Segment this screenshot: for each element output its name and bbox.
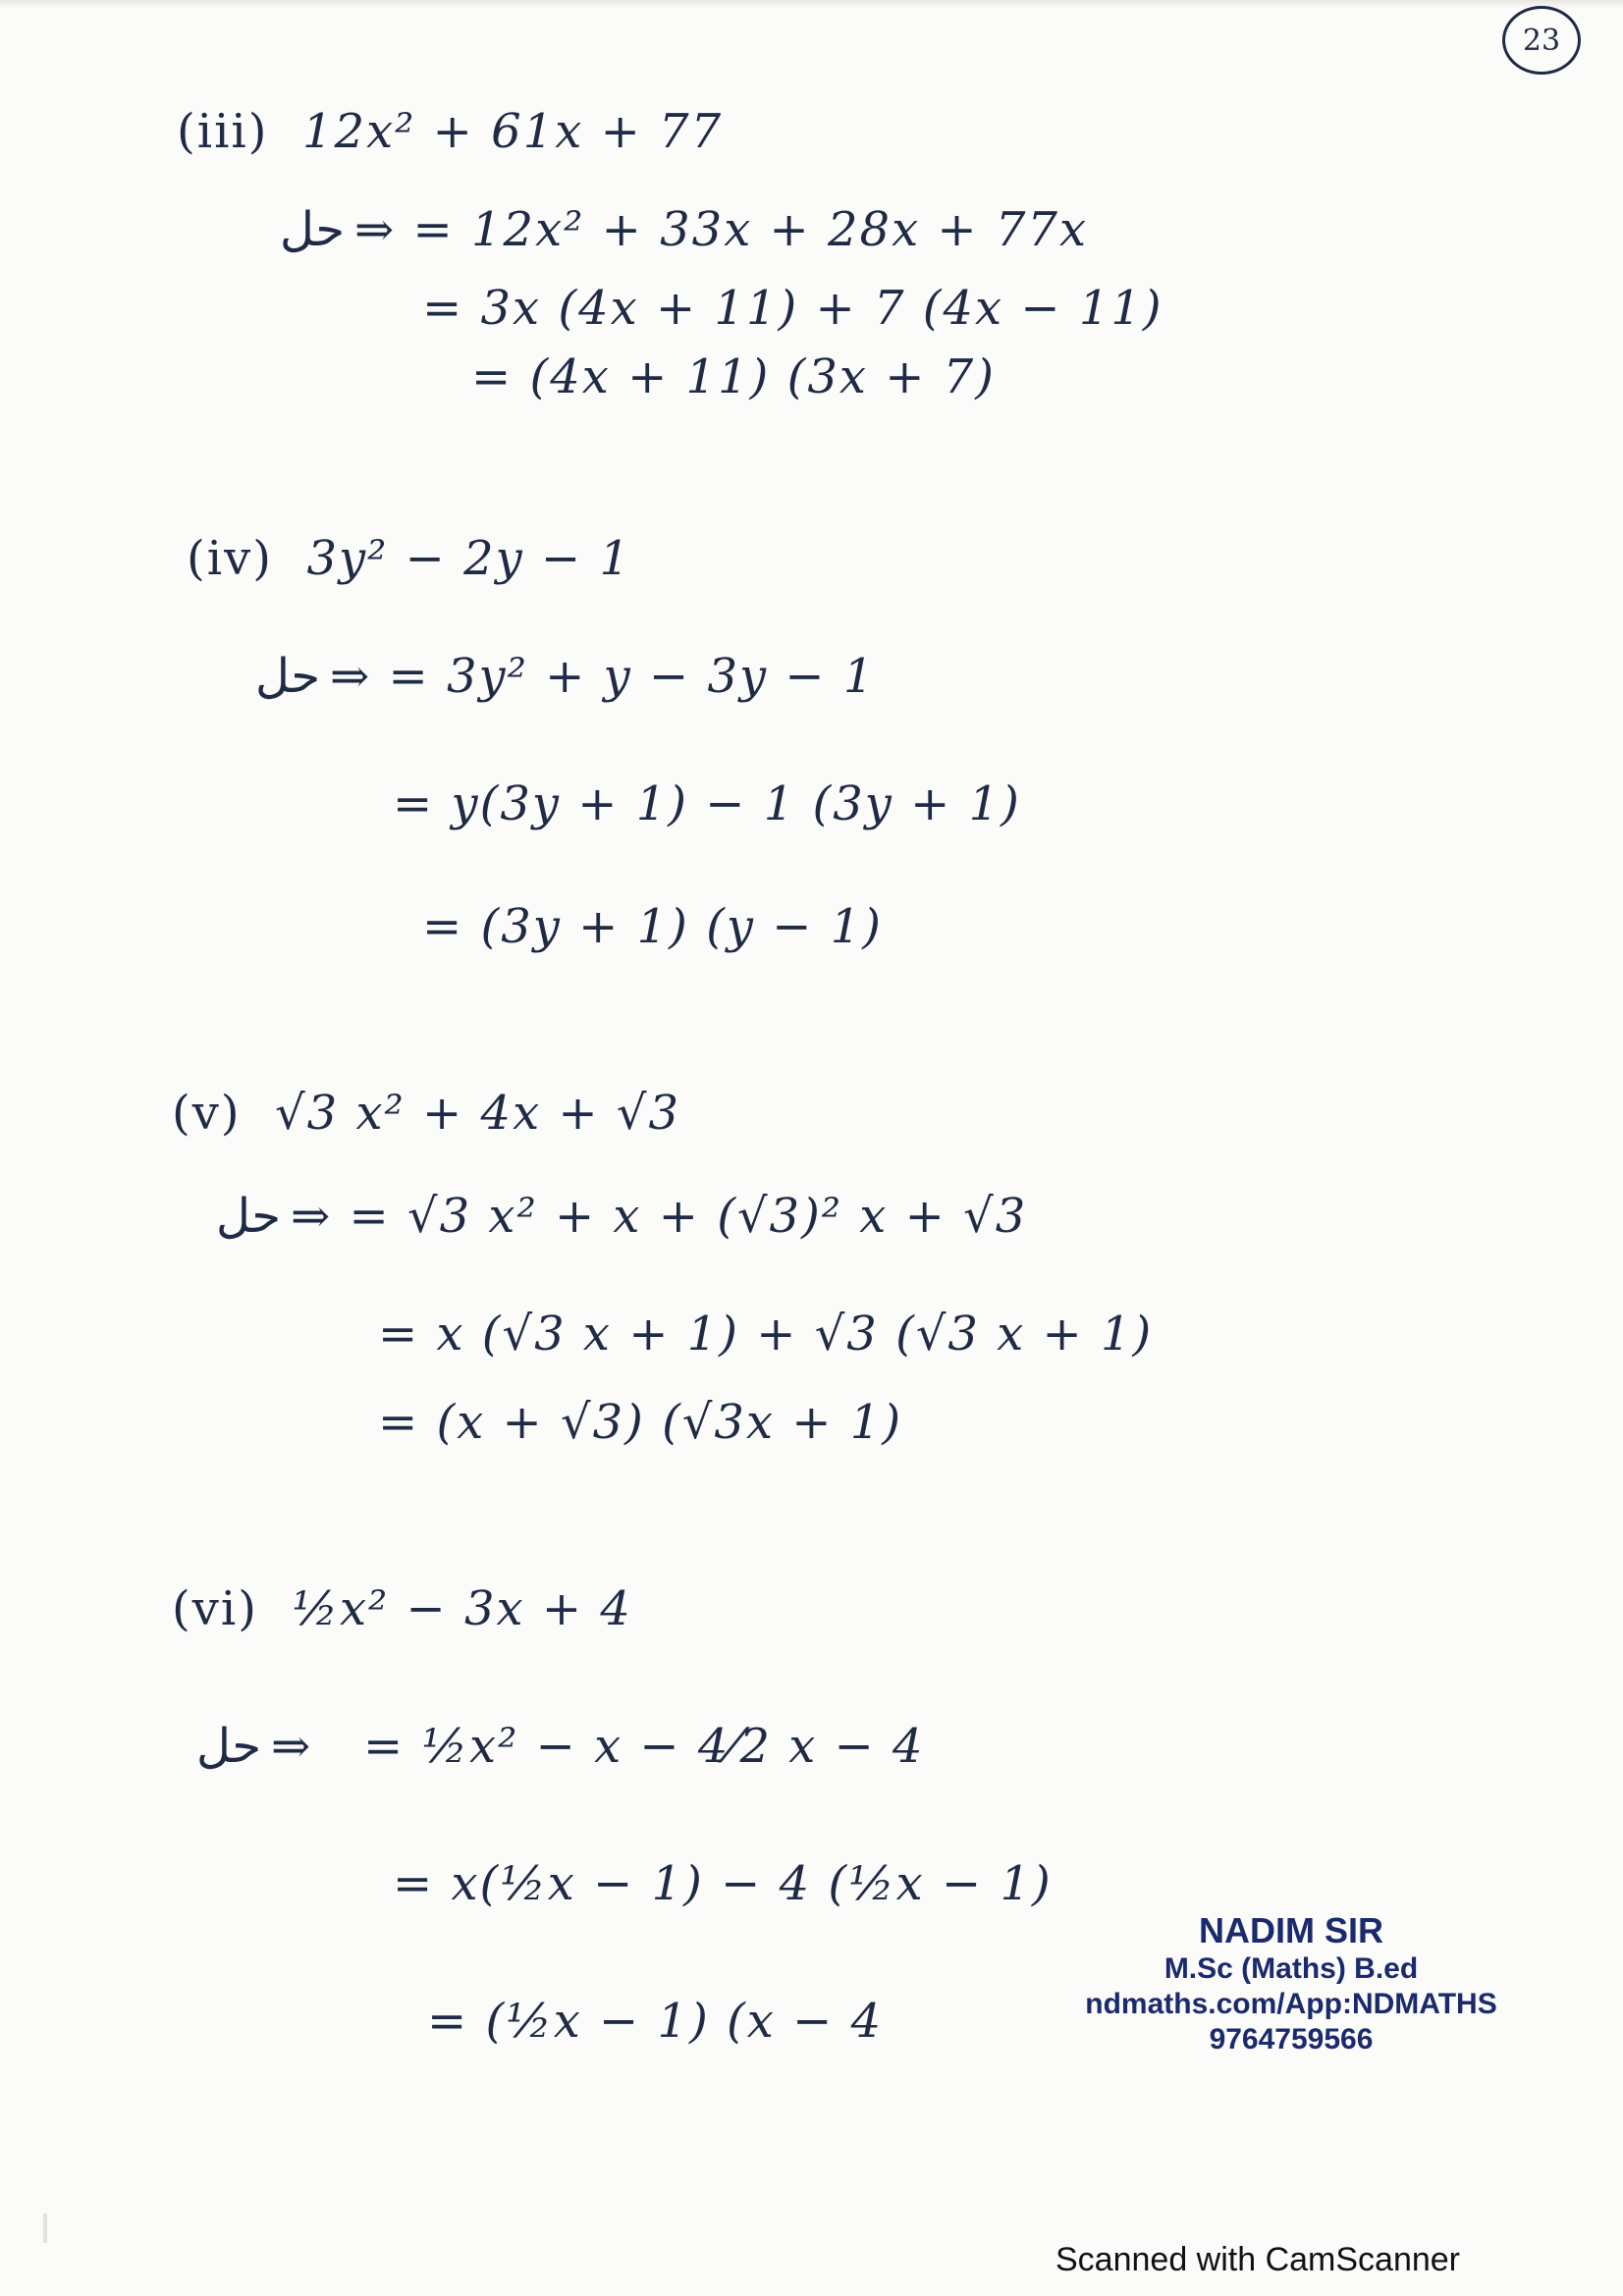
step-text: = (½x − 1) (x − 4 (427, 1994, 884, 2049)
stamp-phone: 9764759566 (1209, 2023, 1374, 2056)
problem-iii-step-1: حل ⇒ = 12x² + 33x + 28x + 77x (280, 202, 1089, 257)
problem-expression: √3 x² + 4x + √3 (275, 1086, 680, 1141)
solution-marker: حل (196, 1719, 262, 1774)
step-text: = 12x² + 33x + 28x + 77x (412, 202, 1089, 257)
page-number-text: 23 (1522, 23, 1561, 58)
page-top-edge (0, 0, 1623, 8)
step-text: = ½x² − x − 4⁄2 x − 4 (363, 1719, 925, 1774)
step-text: = (3y + 1) (y − 1) (422, 899, 883, 954)
step-text: = x (√3 x + 1) + √3 (√3 x + 1) (378, 1307, 1154, 1362)
problem-iii-statement (177, 104, 724, 159)
step-text: = (x + √3) (√3x + 1) (378, 1395, 903, 1450)
stamp-degree: M.Sc (Maths) B.ed (1163, 1952, 1419, 1986)
scan-artifact (43, 2214, 47, 2243)
problem-v-statement (172, 1086, 680, 1141)
author-stamp (1080, 1909, 1502, 2057)
problem-vi-statement (172, 1581, 632, 1636)
problem-expression: 3y² − 2y − 1 (306, 531, 631, 586)
problem-vi-step-2 (393, 1856, 1053, 1911)
stamp-site: ndmaths.com/App:NDMATHS (1085, 1988, 1497, 2021)
step-text: = x(½x − 1) − 4 (½x − 1) (393, 1856, 1053, 1911)
problem-expression: ½x² − 3x + 4 (292, 1581, 632, 1636)
problem-iv-step-1: حل ⇒ = 3y² + y − 3y − 1 (255, 649, 876, 704)
problem-label: (iv) (187, 531, 273, 586)
step-text: = √3 x² + x + (√3)² x + √3 (349, 1189, 1028, 1244)
solution-marker: حل (255, 649, 321, 704)
step-text: = 3y² + y − 3y − 1 (388, 649, 876, 704)
scanner-watermark: Scanned with CamScanner (1055, 2241, 1461, 2278)
problem-label: (vi) (172, 1581, 258, 1636)
problem-label: (iii) (177, 104, 269, 159)
page-number (1502, 6, 1581, 75)
problem-iv-step-2 (393, 776, 1021, 831)
step-text: = 3x (4x + 11) + 7 (4x − 11) (422, 281, 1163, 336)
problem-label: (v) (172, 1086, 242, 1141)
problem-iii-step-3 (471, 349, 996, 404)
step-text: = (4x + 11) (3x + 7) (471, 349, 996, 404)
problem-iv-step-3 (422, 899, 883, 954)
problem-vi-step-3 (427, 1994, 884, 2049)
problem-v-step-2 (378, 1307, 1154, 1362)
problem-vi-step-1: حل ⇒ = ½x² − x − 4⁄2 x − 4 (196, 1719, 925, 1774)
problem-iv-statement (187, 531, 631, 586)
problem-expression: 12x² + 61x + 77 (302, 104, 724, 159)
problem-v-step-3 (378, 1395, 903, 1450)
step-text: = y(3y + 1) − 1 (3y + 1) (393, 776, 1021, 831)
solution-marker: حل (280, 202, 346, 257)
problem-iii-step-2 (422, 281, 1163, 336)
stamp-name: NADIM SIR (1199, 1910, 1383, 1950)
problem-v-step-1: حل ⇒ = √3 x² + x + (√3)² x + √3 (216, 1189, 1028, 1244)
solution-marker: حل (216, 1189, 282, 1244)
